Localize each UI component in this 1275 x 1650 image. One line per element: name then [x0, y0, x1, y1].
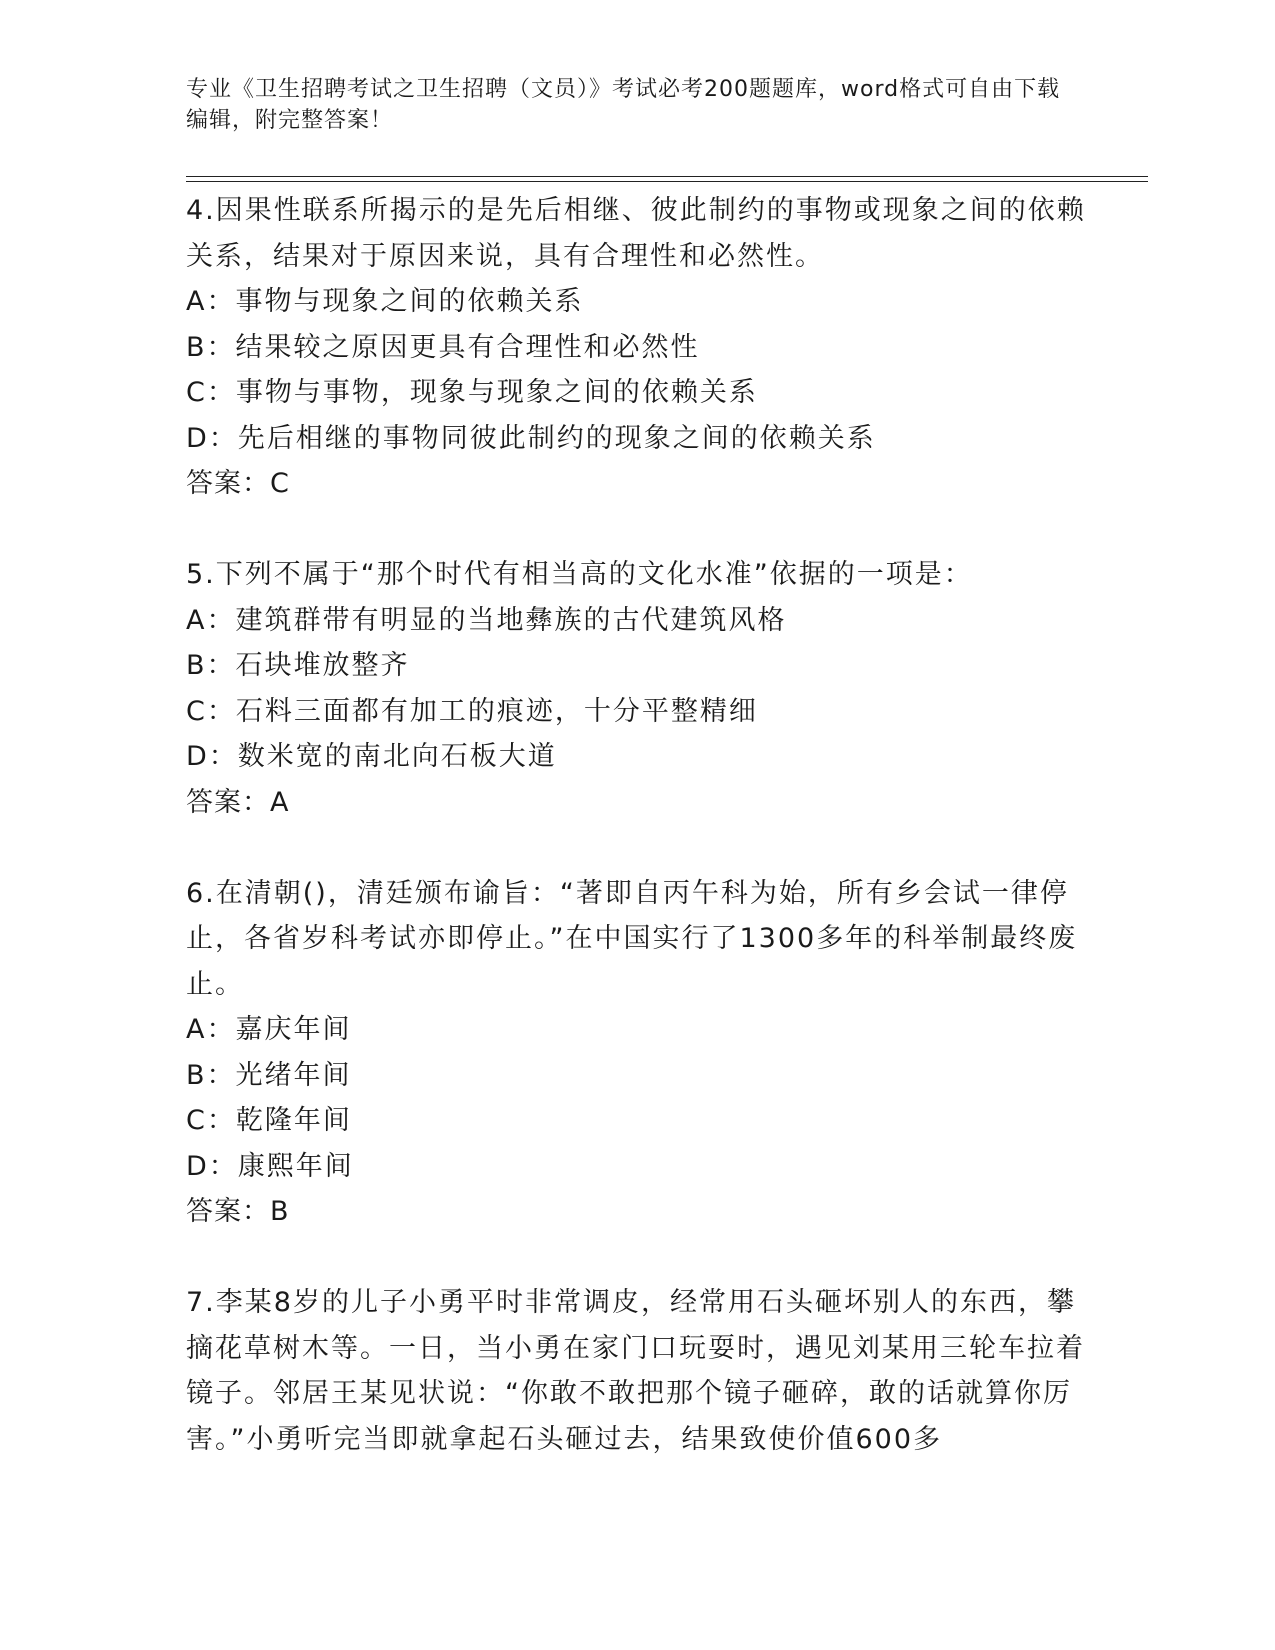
question-7 [186, 1280, 1086, 1462]
question-list [186, 188, 1086, 1508]
question-stem: 6.在清朝()，清廷颁布谕旨：“著即自丙午科为始，所有乡会试一律停止，各省岁科考试亦即停止。”在中国实行了1300多年的科举制最终废止。 [186, 877, 1078, 1000]
option-d: D：数米宽的南北向石板大道 [186, 741, 557, 772]
option-c: C：石料三面都有加工的痕迹，十分平整精细 [186, 695, 758, 727]
option-b: B：结果较之原因更具有合理性和必然性 [186, 331, 700, 363]
header-divider-top [186, 176, 1148, 177]
option-b: B：石块堆放整齐 [186, 650, 410, 681]
answer-line: 答案：A [186, 786, 290, 818]
answer-line: 答案：C [186, 468, 290, 499]
question-stem: 5.下列不属于“那个时代有相当高的文化水准”依据的一项是： [186, 559, 973, 590]
option-c: C：事物与事物，现象与现象之间的依赖关系 [186, 377, 758, 408]
option-a: A：建筑群带有明显的当地彝族的古代建筑风格 [186, 604, 787, 636]
question-6 [186, 871, 1086, 1235]
question-5 [186, 552, 1086, 825]
option-a: A：事物与现象之间的依赖关系 [186, 286, 584, 317]
question-stem: 4.因果性联系所揭示的是先后相继、彼此制约的事物或现象之间的依赖关系，结果对于原因来说，具有合理性和必然性。 [186, 195, 1086, 272]
option-a: A：嘉庆年间 [186, 1014, 352, 1045]
option-d: D：康熙年间 [186, 1150, 354, 1182]
question-stem: 7.李某8岁的儿子小勇平时非常调皮，经常用石头砸坏别人的东西，攀摘花草树木等。一日，当小勇在家门口玩耍时，遇见刘某用三轮车拉着镜子。邻居王某见状说：“你敢不敢把那个镜子砸碎，敢的话就算你厉害。”小勇听完当即就拿起石头砸过去，结果致使价值600多 [186, 1287, 1085, 1455]
answer-line: 答案：B [186, 1196, 290, 1227]
option-c: C：乾隆年间 [186, 1105, 352, 1136]
header-divider-bottom [186, 181, 1148, 182]
option-d: D：先后相继的事物同彼此制约的现象之间的依赖关系 [186, 422, 876, 454]
option-b: B：光绪年间 [186, 1059, 352, 1091]
document-header: 专业《卫生招聘考试之卫生招聘（文员）》考试必考200题题库，word格式可自由下载编辑，附完整答案！ [186, 77, 1061, 133]
question-4 [186, 188, 1086, 507]
